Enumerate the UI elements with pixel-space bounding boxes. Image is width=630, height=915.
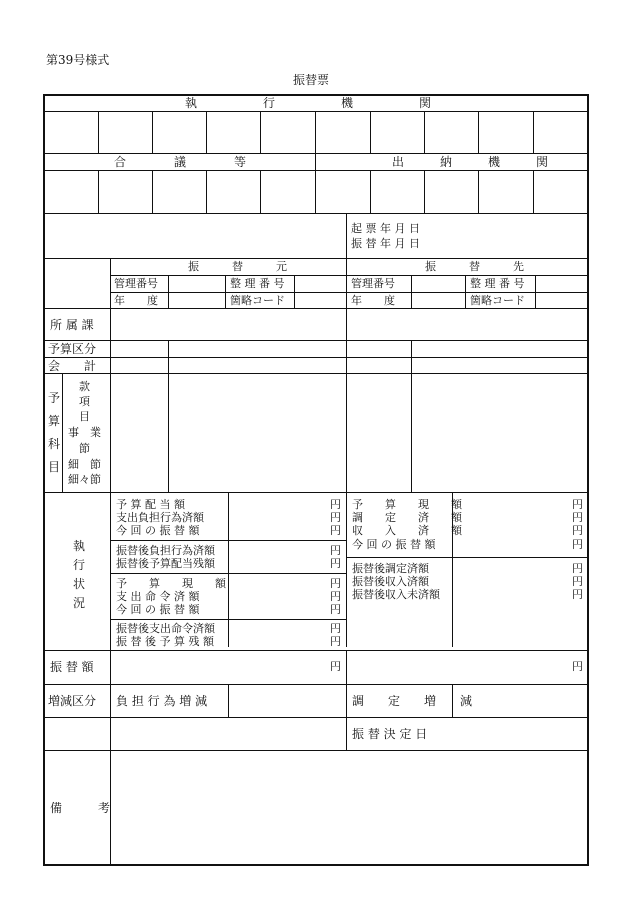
transfer-source-label: 振 替 元 [188,260,287,273]
department-label: 所 属 課 [50,318,94,332]
remarks-label: 備 考 [50,801,111,815]
form-title: 振替票 [293,73,330,87]
adjust-increase-label: 調 定 増 減 [352,694,473,708]
source-ref-no-label: 整 理 番 号 [230,277,285,290]
transfer-amount-label: 振 替 額 [50,660,94,674]
source-mgmt-no-label: 管理番号 [114,277,158,290]
increase-class-label: 増減区分 [48,694,97,708]
council-label: 合 議 等 [114,155,247,169]
source-abbr-code-label: 箇略コード [230,294,285,307]
transfer-amount-yen-right: 円 [572,660,583,673]
transfer-amount-yen-left: 円 [330,660,341,673]
dest-abbr-code-label: 箇略コード [470,294,525,307]
dest-fiscal-year-label: 年 度 [351,294,395,307]
dest-ref-no-label: 整 理 番 号 [470,277,525,290]
form-number: 第39号様式 [46,53,110,67]
disbursing-agency-label: 出 納 機 関 [392,155,549,169]
budget-class-label: 予算区分 [48,342,97,356]
accounting-label: 会 計 [48,359,97,373]
dest-mgmt-no-label: 管理番号 [351,277,395,290]
transfer-destination-label: 振 替 先 [425,260,524,273]
source-fiscal-year-label: 年 度 [114,294,158,307]
issue-date-label: 起 票 年 月 日 [351,222,420,235]
executing-agency-label: 執 行 機 関 [185,96,433,110]
burden-increase-label: 負 担 行 為 増 減 [116,694,208,708]
decision-date-label: 振 替 決 定 日 [352,727,428,741]
transfer-date-label: 振 替 年 月 日 [351,237,420,250]
